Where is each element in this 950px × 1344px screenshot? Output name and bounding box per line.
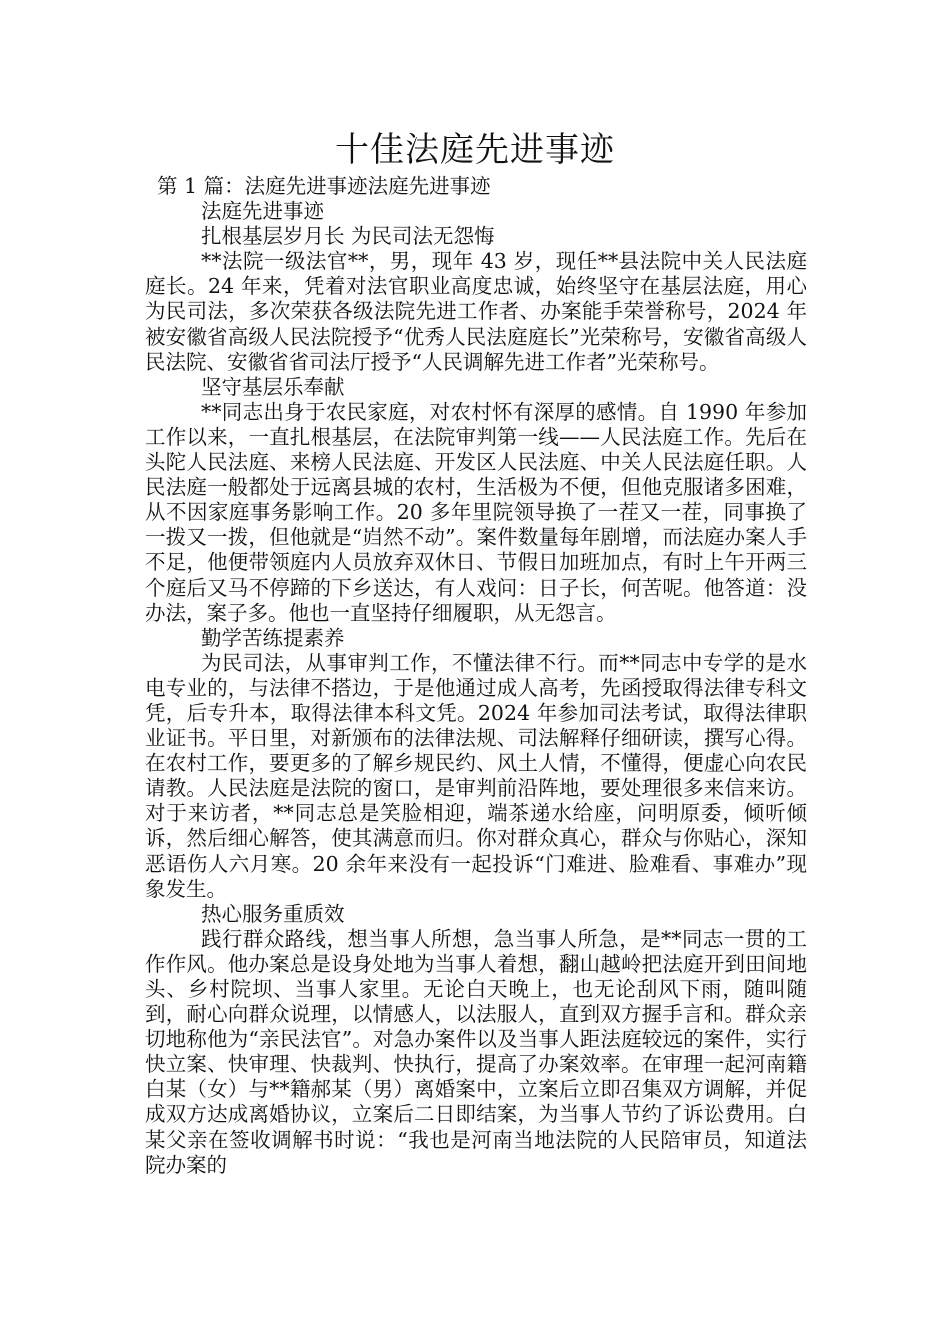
section-paragraph-grassroots: **同志出身于农民家庭，对农村怀有深厚的感情。自 1990 年参加工作以来，一直扎根基层，在法院审判第一线——人民法庭工作。先后在头陀人民法庭、来榜人民法庭、开发区人民法庭、中关人民法庭任职。人民法庭一般都处于远离县城的农村，生活极为不便，但他克服诸多困难，从不因家庭事务影响工作。20 多年里院领导换了一茬又一茬，同事换了一拨又一拨，但他就是“岿然不动”。案件数量每年剧增，而法庭办案人手不足，他便带领庭内人员放弃双休日、节假日加班加点，有时上午开两三个庭后又马不停蹄的下乡送达，有人戏问：日子长，何苦呢。他答道：没办法，案子多。他也一直坚持仔细履职，从无怨言。 (145, 399, 807, 625)
document-title: 十佳法庭先进事迹 (335, 130, 615, 170)
section-heading-service: 热心服务重质效 (201, 901, 345, 926)
intro-paragraph: **法院一级法官**，男，现年 43 岁，现任**县法院中关人民法庭庭长。24 年来，凭着对法官职业高度忠诚，始终坚守在基层法庭，用心为民司法，多次荣获各级法院先进工作者、办案能手荣誉称号，2024 年被安徽省高级人民法院授予“优秀人民法庭庭长”光荣称号，安徽省高级人民法院、安徽省省司法厅授予“人民调解先进工作者”光荣称号。 (145, 249, 807, 374)
section-heading-study: 勤学苦练提素养 (201, 625, 345, 650)
section-heading: 法庭先进事迹 (201, 199, 324, 224)
section-paragraph-study: 为民司法，从事审判工作，不懂法律不行。而**同志中专学的是水电专业的，与法律不搭边，于是他通过成人高考，先函授取得法律专科文凭，后专升本，取得法律本科文凭。2024 年参加司法考试，取得法律职业证书。平日里，对新颁布的法律法规、司法解释仔细研读，撰写心得。在农村工作，要更多的了解乡规民约、风土人情，不懂得，便虚心向农民请教。人民法庭是法院的窗口，是审判前沿阵地，要处理很多来信来访。对于来访者，**同志总是笑脸相迎，端茶递水给座，问明原委，倾听倾诉，然后细心解答，使其满意而归。你对群众真心，群众与你贴心，深知恶语伤人六月寒。20 余年来没有一起投诉“门难进、脸难看、事难办”现象发生。 (145, 650, 807, 901)
section-heading-grassroots: 坚守基层乐奉献 (201, 374, 345, 399)
document-body (145, 174, 807, 1178)
chapter-subtitle: 第 1 篇：法庭先进事迹法庭先进事迹 (157, 174, 491, 198)
section-paragraph-service: 践行群众路线，想当事人所想，急当事人所急，是**同志一贯的工作作风。他办案总是设身处地为当事人着想，翻山越岭把法庭开到田间地头、乡村院坝、当事人家里。无论白天晚上，也无论刮风下雨，随叫随到，耐心向群众说理，以情感人，以法服人，直到双方握手言和。群众亲切地称他为“亲民法官”。对急办案件以及当事人距法庭较远的案件，实行快立案、快审理、快裁判、快执行，提高了办案效率。在审理一起河南籍白某（女）与**籍郝某（男）离婚案中，立案后立即召集双方调解，并促成双方达成离婚协议，立案后二日即结案，为当事人节约了诉讼费用。白某父亲在签收调解书时说：“我也是河南当地法院的人民陪审员，知道法院办案的 (145, 926, 807, 1177)
main-heading: 扎根基层岁月长 为民司法无怨悔 (201, 224, 495, 249)
